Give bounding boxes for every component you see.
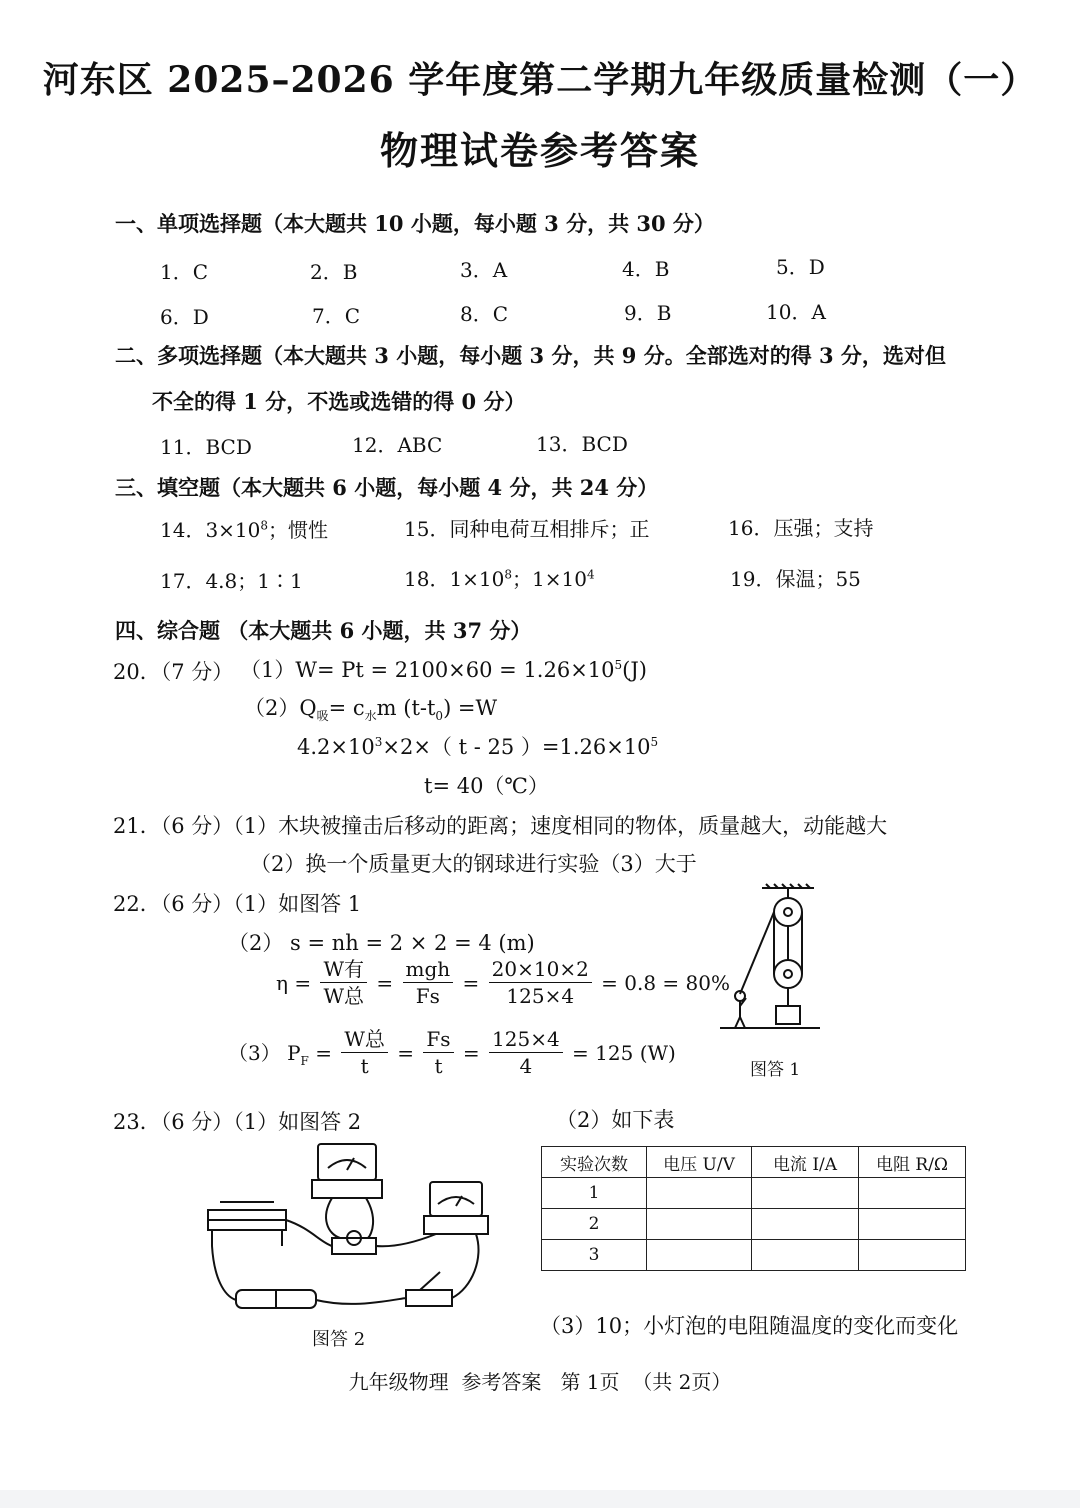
table-row [542,1240,966,1271]
table-row [542,1178,966,1209]
answer-15: 15．同种电荷互相排斥；正 [404,517,650,541]
answer-6: 6．D [160,305,209,329]
voltmeter [318,1144,376,1180]
section2-heading-line2: 不全的得 1 分，不选或选错的得 0 分） [152,389,526,414]
q22-line1: 22．（6 分）（1）如图答 1 [113,892,362,916]
table-header-cell: 实验次数 [542,1147,647,1178]
q23-part3: （3）10；小灯泡的电阻随温度的变化而变化 [540,1314,959,1338]
bottom-strip [0,1490,1080,1508]
pulley-diagram [712,882,828,1050]
table-header-cell: 电压 U/V [647,1147,752,1178]
answer-19: 19．保温；55 [730,567,861,591]
figure1-caption: 图答 1 [750,1060,801,1080]
switch [406,1290,452,1306]
q22-power-formula: （3） $P_F$ = $\frac{\text{W总}}{t}$ = $\frac{Fs}{t}$ = $\frac{125\times 4}{4}$ = 125 (W) [228,1027,676,1078]
fixed-pulley [774,898,802,926]
answer-18: 18．$1\times 10^8$；$1\times 10^4$ [404,567,595,591]
table-header-row [542,1147,966,1178]
q20-part2: $(2)Q_吸= c_水m$ $(t-t_0) =W$ [244,696,498,724]
table-row [542,1209,966,1240]
answer-14: 14．$3\times 10^8$；惯性 [160,518,329,542]
movable-pulley [774,960,802,988]
load-block [776,1006,800,1024]
q22-efficiency-formula: η = $\frac{\text{W有}}{\text{W总}}$ = $\frac{\text{mgh}}{Fs}$ = $\frac{20\times 10\times 2}{125\times 4}$ = 0.8 = 80% [276,957,731,1008]
q20-number: 20．（7 分） [113,660,234,684]
title-line2: 物理试卷参考答案 [379,128,700,173]
answer-17: 17．4.8；1∶1 [160,569,303,593]
table-cell [859,1178,966,1209]
section2-heading-line1: 二、多项选择题（本大题共 3 小题，每小题 3 分，共 9 分。全部选对的得 3 分，选对但 [115,343,946,368]
answer-10: 10．A [766,300,826,324]
table-cell-trial: 3 [542,1240,647,1271]
table-cell [647,1209,752,1240]
answer-5: 5．D [776,255,825,279]
q23-part2: （2）如下表 [556,1108,675,1132]
q20-part1: $(1)W= Pt = 2100\times 60 = 1.26\times 10^5(J)$ [240,658,647,682]
table-cell-trial: 1 [542,1178,647,1209]
experiment-table [541,1146,966,1271]
answer-9: 9．B [624,301,672,325]
answer-3: 3．A [460,258,508,282]
figure2-caption: 图答 2 [312,1329,366,1350]
section3-heading: 三、填空题（本大题共 6 小题，每小题 4 分，共 24 分） [115,475,659,500]
table-header-cell: 电阻 R/Ω [859,1147,966,1178]
q21-line1: 21．（6 分）（1）木块被撞击后移动的距离；速度相同的物体，质量越大，动能越大 [113,814,888,838]
answer-16: 16．压强；支持 [728,516,874,540]
answer-8: 8．C [460,302,509,326]
q20-part3: $4.2\times 10^3\times 2\times$（ t - 25 ）$=1.26\times 10^5$ [297,735,659,759]
table-cell [647,1178,752,1209]
answer-11: 11．BCD [160,435,252,459]
q22-line2: （2） s = nh = 2 × 2 = 4 (m) [228,931,535,955]
ammeter [430,1182,482,1216]
table-cell [752,1240,859,1271]
q23-line1: 23．（6 分）（1）如图答 2 [113,1110,362,1134]
answer-12: 12．ABC [352,433,443,457]
q21-line2: （2）换一个质量更大的钢球进行实验（3）大于 [250,852,697,876]
table-cell [859,1209,966,1240]
page-footer: 九年级物理 参考答案 第 1页 （共 2页） [348,1370,732,1394]
title-line1: 河东区 2025–2026 学年度第二学期九年级质量检测（一） [42,59,1038,101]
table-cell [752,1178,859,1209]
table-cell-trial: 2 [542,1209,647,1240]
answer-13: 13．BCD [536,432,628,456]
table-cell [859,1240,966,1271]
section4-heading: 四、综合题 （本大题共 6 小题，共 37 分） [115,618,532,643]
answer-7: 7．C [312,304,361,328]
answer-4: 4．B [622,257,670,281]
table-cell [647,1240,752,1271]
table-cell [752,1209,859,1240]
answer-2: 2．B [310,260,358,284]
circuit-diagram [200,1138,490,1320]
table-header-cell: 电流 I/A [752,1147,859,1178]
answer-1: 1．C [160,260,209,284]
section1-heading: 一、单项选择题（本大题共 10 小题，每小题 3 分，共 30 分） [115,211,715,236]
q20-part4: t= 40（℃） [424,774,549,798]
